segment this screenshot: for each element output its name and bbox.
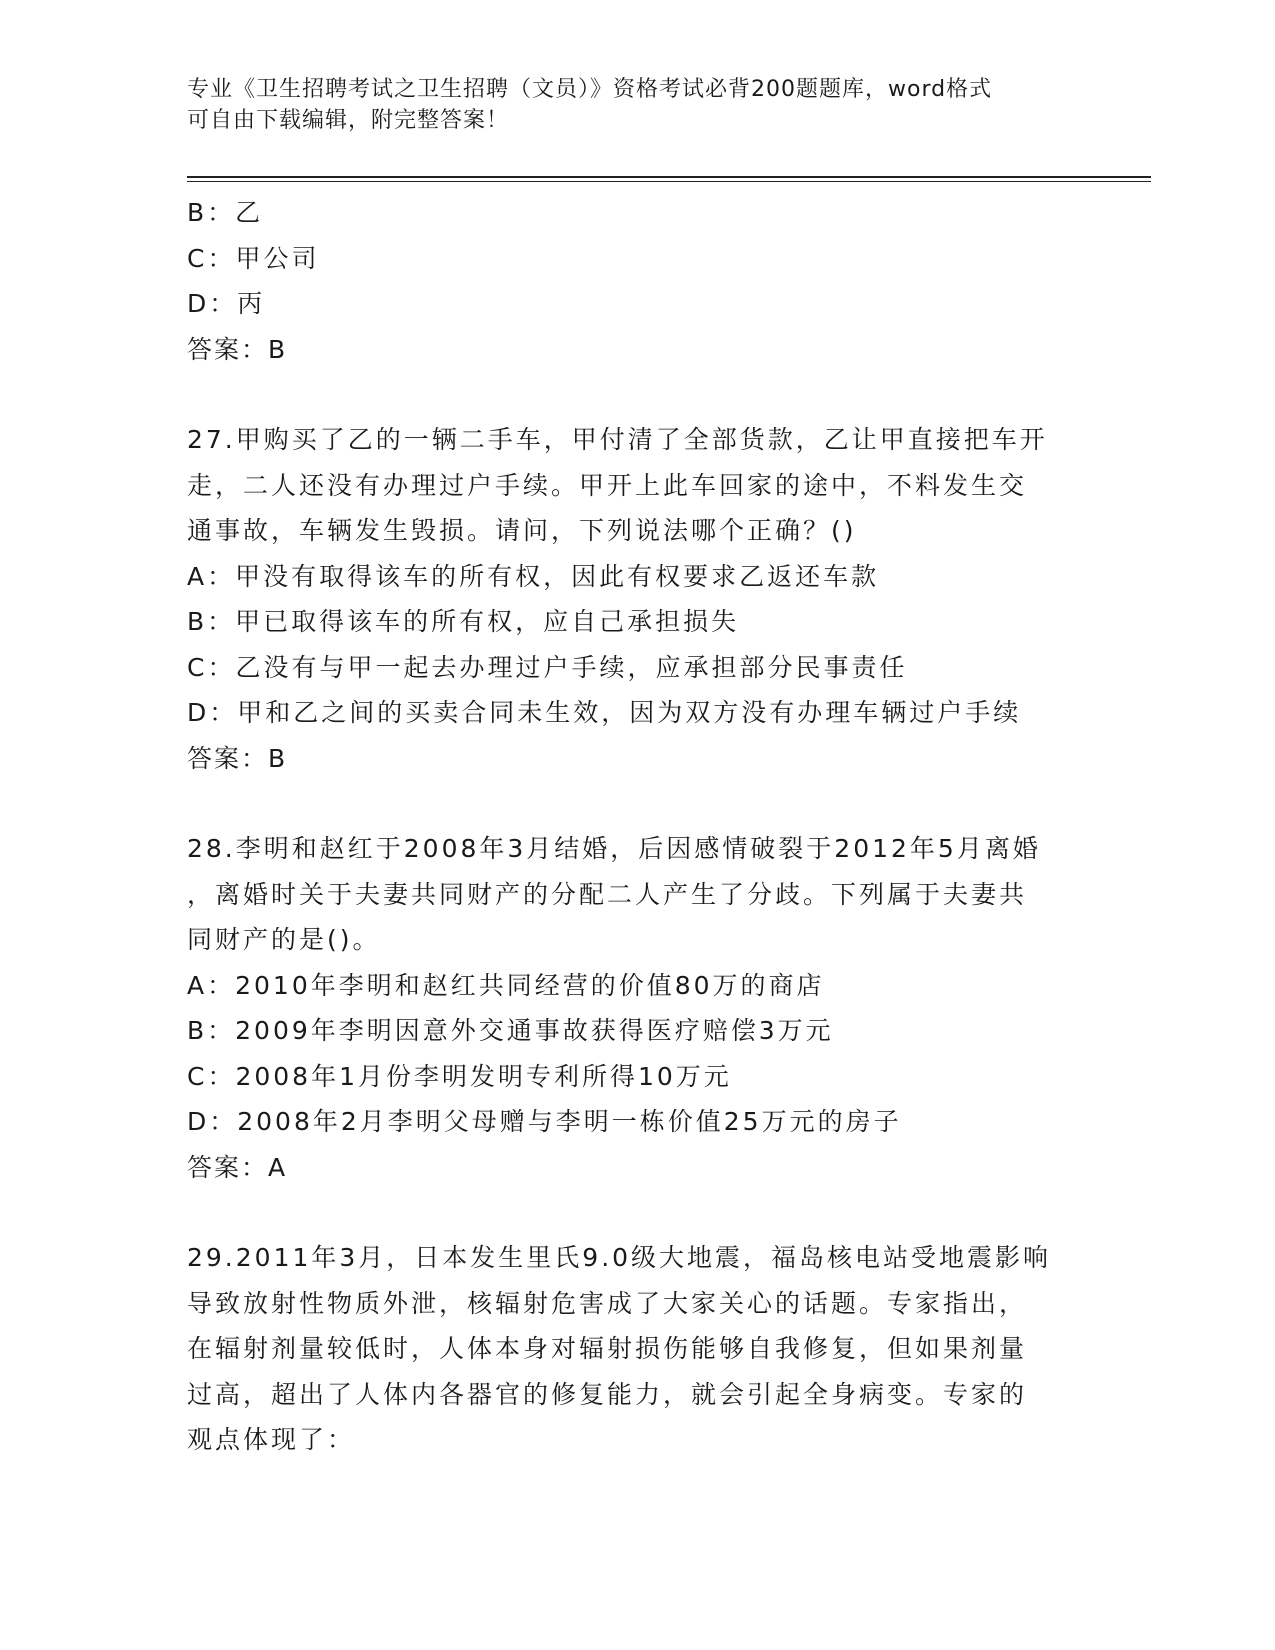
spacer bbox=[187, 1190, 1087, 1235]
question-stem-line: 过高，超出了人体内各器官的修复能力，就会引起全身病变。专家的 bbox=[187, 1379, 1028, 1409]
document-body bbox=[187, 190, 1087, 1463]
option-d: D：2008年2月李明父母赠与李明一栋价值25万元的房子 bbox=[187, 1107, 902, 1136]
option-d: D：丙 bbox=[187, 289, 266, 318]
question-stem-line: 导致放射性物质外泄，核辐射危害成了大家关心的话题。专家指出， bbox=[187, 1288, 1028, 1318]
question-stem-line: 29.2011年3月，日本发生里氏9.0级大地震，福岛核电站受地震影响 bbox=[187, 1243, 1052, 1272]
spacer bbox=[187, 781, 1087, 826]
option-a: A：2010年李明和赵红共同经营的价值80万的商店 bbox=[187, 970, 825, 1000]
option-b: B：2009年李明因意外交通事故获得医疗赔偿3万元 bbox=[187, 1016, 834, 1045]
header-divider bbox=[187, 176, 1151, 178]
question-27 bbox=[187, 417, 1087, 781]
option-a: A：甲没有取得该车的所有权，因此有权要求乙返还车款 bbox=[187, 561, 880, 591]
question-stem-line: 走，二人还没有办理过户手续。甲开上此车回家的途中，不料发生交 bbox=[187, 470, 1028, 500]
document-header bbox=[187, 74, 1077, 136]
question-stem-line: 通事故，车辆发生毁损。请问，下列说法哪个正确？() bbox=[187, 516, 857, 545]
option-c: C：甲公司 bbox=[187, 243, 320, 273]
answer-line: 答案：A bbox=[187, 1152, 288, 1182]
option-b: B：甲已取得该车的所有权，应自己承担损失 bbox=[187, 607, 740, 636]
question-stem-line: 27.甲购买了乙的一辆二手车，甲付清了全部货款，乙让甲直接把车开 bbox=[187, 425, 1048, 454]
question-stem-line: 在辐射剂量较低时，人体本身对辐射损伤能够自我修复，但如果剂量 bbox=[187, 1334, 1028, 1363]
option-c: C：2008年1月份李明发明专利所得10万元 bbox=[187, 1061, 732, 1091]
question-block-prev bbox=[187, 190, 1087, 372]
option-d: D：甲和乙之间的买卖合同未生效，因为双方没有办理车辆过户手续 bbox=[187, 698, 1022, 727]
answer-line: 答案：B bbox=[187, 743, 288, 773]
question-stem-line: 同财产的是()。 bbox=[187, 925, 381, 954]
question-stem-line: 28.李明和赵红于2008年3月结婚，后因感情破裂于2012年5月离婚 bbox=[187, 834, 1041, 863]
question-28 bbox=[187, 826, 1087, 1190]
header-line-1: 专业《卫生招聘考试之卫生招聘（文员）》资格考试必背200题题库，word格式 bbox=[187, 77, 993, 102]
question-stem-line: ，离婚时关于夫妻共同财产的分配二人产生了分歧。下列属于夫妻共 bbox=[187, 879, 1028, 909]
option-c: C：乙没有与甲一起去办理过户手续，应承担部分民事责任 bbox=[187, 652, 908, 682]
question-29 bbox=[187, 1235, 1087, 1463]
header-divider-thin bbox=[187, 181, 1151, 182]
option-b: B：乙 bbox=[187, 198, 264, 227]
header-line-2: 可自由下载编辑，附完整答案！ bbox=[187, 108, 510, 133]
question-stem-line: 观点体现了： bbox=[187, 1425, 356, 1454]
spacer bbox=[187, 372, 1087, 417]
answer-line: 答案：B bbox=[187, 334, 288, 364]
